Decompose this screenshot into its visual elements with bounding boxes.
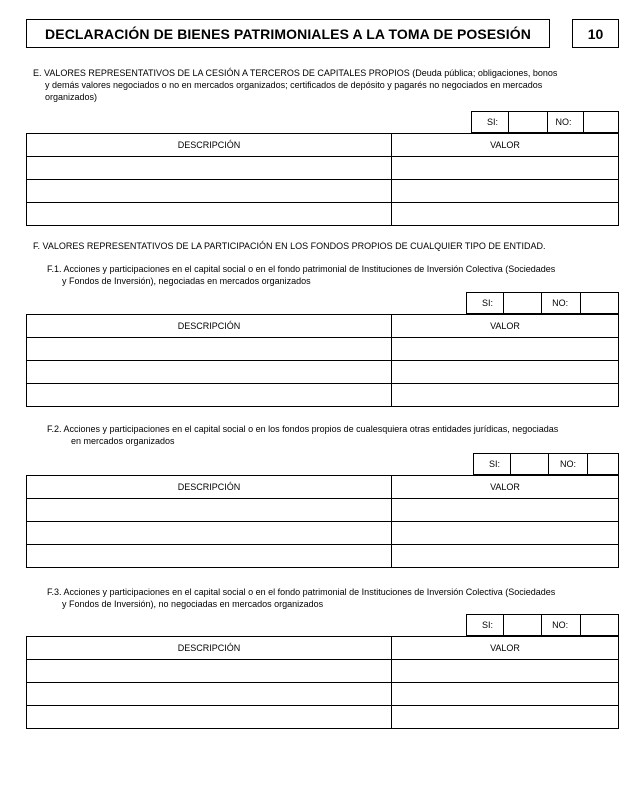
section-e-table	[26, 133, 619, 226]
section-f2-si-no	[473, 453, 619, 475]
descripcion-cell[interactable]	[27, 706, 392, 729]
section-e-si-no	[471, 111, 619, 133]
descripcion-header: DESCRIPCIÓN	[27, 315, 392, 338]
section-f3-table	[26, 636, 619, 729]
page-number: 10	[572, 19, 619, 48]
section-f3-si-no	[466, 614, 619, 636]
section-f3-line: F.3. Acciones y participaciones en el capital social o en el fondo patrimonial de Instituciones de Inversión Colectiva (Sociedades	[47, 587, 556, 597]
valor-cell[interactable]	[392, 683, 619, 706]
descripcion-header: DESCRIPCIÓN	[27, 637, 392, 660]
descripcion-cell[interactable]	[27, 338, 392, 361]
section-e-line: E. VALORES REPRESENTATIVOS DE LA CESIÓN A TERCEROS DE CAPITALES PROPIOS (Deuda pública; obligaciones, bonos	[33, 68, 558, 78]
section-f2-text	[47, 423, 623, 447]
no-label: NO:	[547, 112, 583, 132]
si-checkbox[interactable]	[503, 615, 541, 635]
valor-header: VALOR	[392, 315, 619, 338]
no-label: NO:	[541, 615, 580, 635]
table-row	[27, 683, 619, 706]
no-label: NO:	[541, 293, 580, 313]
valor-cell[interactable]	[392, 545, 619, 568]
table-row	[27, 157, 619, 180]
valor-cell[interactable]	[392, 338, 619, 361]
table-row	[27, 499, 619, 522]
si-checkbox[interactable]	[510, 454, 548, 474]
no-checkbox[interactable]	[587, 454, 618, 474]
section-e-line: y demás valores negociados o no en mercados organizados; certificados de depósito y pagarés no negociados en mercados	[45, 80, 543, 90]
section-e-line: organizados)	[45, 92, 98, 102]
descripcion-cell[interactable]	[27, 180, 392, 203]
descripcion-header: DESCRIPCIÓN	[27, 134, 392, 157]
section-f3-text	[47, 586, 623, 610]
section-f2-table	[26, 475, 619, 568]
table-row	[27, 384, 619, 407]
valor-header: VALOR	[392, 637, 619, 660]
valor-cell[interactable]	[392, 157, 619, 180]
si-label: SI:	[482, 620, 494, 630]
section-f1-text	[47, 263, 623, 287]
section-e-text	[33, 67, 623, 103]
descripcion-cell[interactable]	[27, 384, 392, 407]
si-checkbox[interactable]	[508, 112, 546, 132]
valor-header: VALOR	[392, 134, 619, 157]
descripcion-cell[interactable]	[27, 545, 392, 568]
table-row	[27, 338, 619, 361]
table-row	[27, 522, 619, 545]
descripcion-cell[interactable]	[27, 157, 392, 180]
table-row	[27, 706, 619, 729]
valor-cell[interactable]	[392, 660, 619, 683]
descripcion-cell[interactable]	[27, 683, 392, 706]
valor-cell[interactable]	[392, 361, 619, 384]
section-f1-line: y Fondos de Inversión), negociadas en mercados organizados	[62, 276, 311, 286]
descripcion-cell[interactable]	[27, 361, 392, 384]
si-checkbox[interactable]	[503, 293, 541, 313]
no-label: NO:	[548, 454, 587, 474]
no-checkbox[interactable]	[583, 112, 618, 132]
section-f3-line: y Fondos de Inversión), no negociadas en mercados organizados	[62, 599, 324, 609]
no-checkbox[interactable]	[580, 615, 618, 635]
descripcion-header: DESCRIPCIÓN	[27, 476, 392, 499]
descripcion-cell[interactable]	[27, 203, 392, 226]
valor-cell[interactable]	[392, 203, 619, 226]
table-row	[27, 180, 619, 203]
section-f2-line: en mercados organizados	[71, 436, 175, 446]
valor-cell[interactable]	[392, 384, 619, 407]
table-header-row	[27, 637, 619, 660]
descripcion-cell[interactable]	[27, 660, 392, 683]
si-label: SI:	[489, 459, 501, 469]
descripcion-cell[interactable]	[27, 499, 392, 522]
table-row	[27, 203, 619, 226]
table-row	[27, 660, 619, 683]
section-f-heading: F. VALORES REPRESENTATIVOS DE LA PARTICIPACIÓN EN LOS FONDOS PROPIOS DE CUALQUIER TIPO DE ENTIDAD.	[33, 241, 546, 251]
valor-cell[interactable]	[392, 706, 619, 729]
section-f1-line: F.1. Acciones y participaciones en el capital social o en el fondo patrimonial de Instituciones de Inversión Colectiva (Sociedades	[47, 264, 556, 274]
valor-cell[interactable]	[392, 522, 619, 545]
section-f2-line: F.2. Acciones y participaciones en el capital social o en los fondos propios de cualesquiera otras entidades jurídicas, negociadas	[47, 424, 559, 434]
table-header-row	[27, 134, 619, 157]
valor-cell[interactable]	[392, 180, 619, 203]
table-header-row	[27, 315, 619, 338]
section-f1-si-no	[466, 292, 619, 314]
section-f1-table	[26, 314, 619, 407]
no-checkbox[interactable]	[580, 293, 618, 313]
valor-header: VALOR	[392, 476, 619, 499]
descripcion-cell[interactable]	[27, 522, 392, 545]
si-label: SI:	[482, 298, 494, 308]
form-title: DECLARACIÓN DE BIENES PATRIMONIALES A LA TOMA DE POSESIÓN	[26, 19, 550, 48]
si-label: SI:	[487, 117, 499, 127]
table-row	[27, 361, 619, 384]
table-row	[27, 545, 619, 568]
valor-cell[interactable]	[392, 499, 619, 522]
table-header-row	[27, 476, 619, 499]
